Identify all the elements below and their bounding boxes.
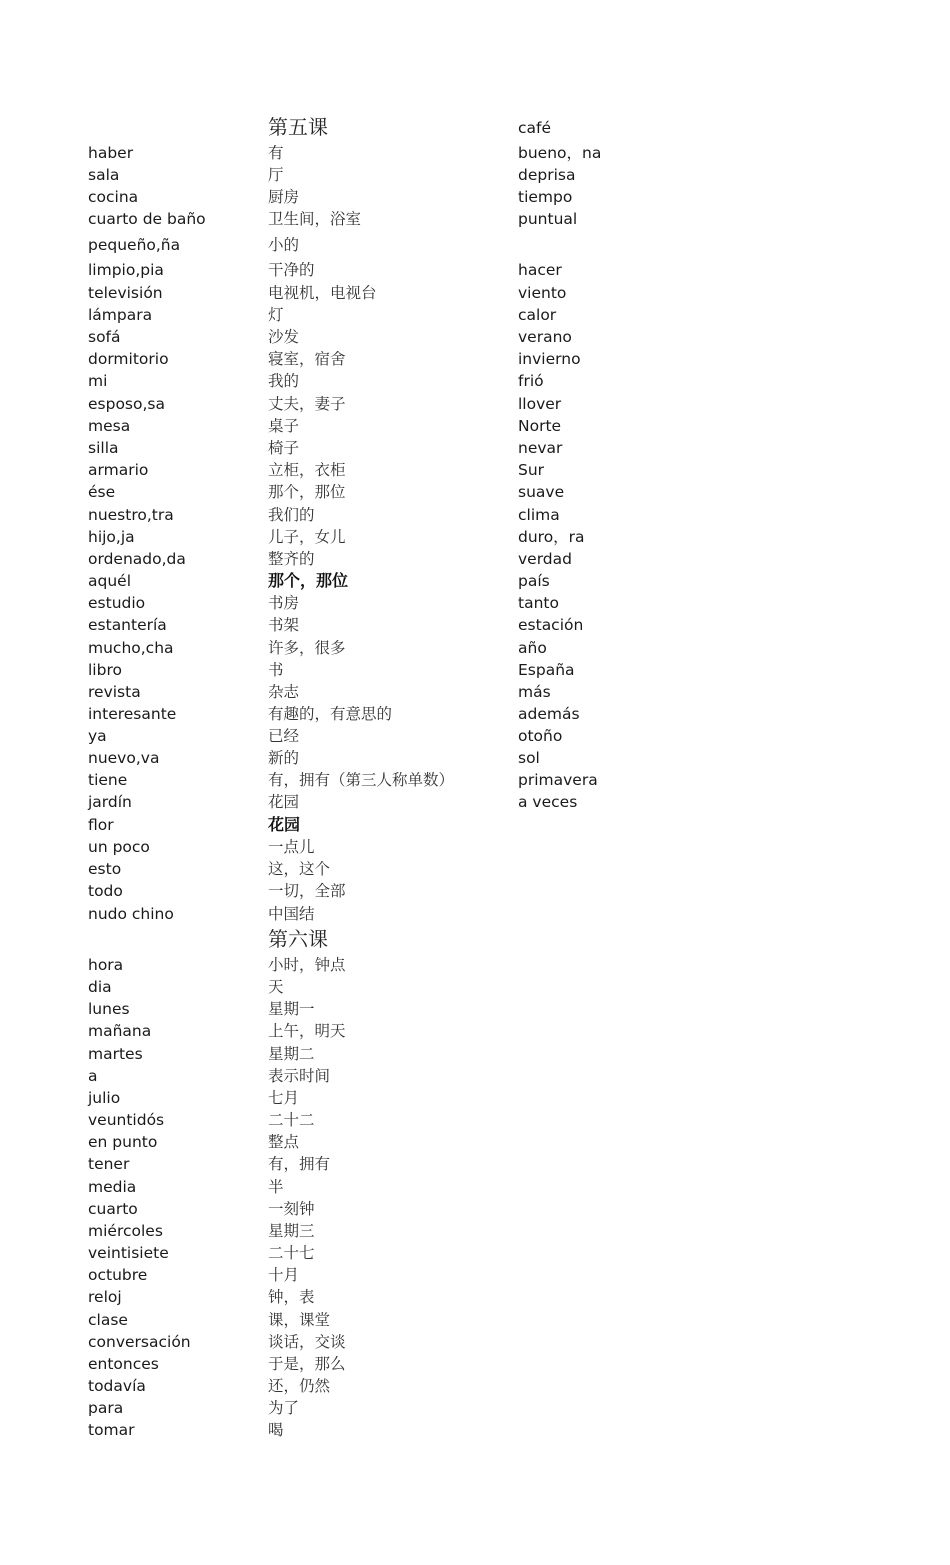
spanish-word: tener — [88, 1155, 130, 1173]
chinese-translation: 整齐的 — [268, 550, 315, 568]
spanish-word: mucho,cha — [88, 639, 174, 657]
chinese-translation: 干净的 — [268, 261, 315, 279]
spanish-word: sofá — [88, 328, 121, 346]
chinese-translation: 上午，明天 — [268, 1022, 346, 1040]
right-word: calor — [518, 306, 557, 324]
chinese-translation: 半 — [268, 1178, 284, 1196]
spanish-word: octubre — [88, 1266, 148, 1284]
right-word: duro，ra — [518, 528, 585, 546]
lesson-5-heading: 第五课 — [268, 115, 328, 139]
chinese-translation: 新的 — [268, 749, 300, 767]
chinese-translation: 喝 — [268, 1421, 284, 1439]
chinese-translation: 已经 — [268, 727, 300, 745]
right-word: invierno — [518, 350, 581, 368]
spanish-word: hora — [88, 956, 124, 974]
spanish-word: cuarto — [88, 1200, 138, 1218]
chinese-translation: 花园 — [268, 815, 301, 834]
chinese-translation: 书房 — [268, 594, 300, 612]
chinese-translation: 书 — [268, 661, 284, 679]
right-word: Norte — [518, 417, 562, 435]
spanish-word: revista — [88, 683, 141, 701]
chinese-translation: 小的 — [268, 236, 300, 254]
chinese-translation: 谈话，交谈 — [268, 1333, 346, 1351]
right-word: bueno，na — [518, 144, 602, 162]
right-word: hacer — [518, 261, 562, 279]
chinese-translation: 儿子，女儿 — [268, 528, 346, 546]
spanish-word: cuarto de baño — [88, 210, 206, 228]
spanish-word: televisión — [88, 284, 163, 302]
spanish-word: reloj — [88, 1288, 122, 1306]
chinese-translation: 沙发 — [268, 328, 300, 346]
chinese-translation: 电视机，电视台 — [268, 284, 377, 302]
chinese-translation: 有，拥有（第三人称单数） — [268, 771, 455, 789]
right-word: a veces — [518, 793, 578, 811]
chinese-translation: 表示时间 — [268, 1067, 331, 1085]
right-word: llover — [518, 395, 562, 413]
chinese-translation: 七月 — [268, 1089, 300, 1107]
chinese-translation: 寝室，宿舍 — [268, 350, 346, 368]
chinese-translation: 书架 — [268, 616, 300, 634]
right-word: Sur — [518, 461, 545, 479]
right-word: sol — [518, 749, 540, 767]
spanish-word: julio — [88, 1089, 121, 1107]
chinese-translation: 二十七 — [268, 1244, 315, 1262]
spanish-word: martes — [88, 1045, 143, 1063]
chinese-translation: 天 — [268, 978, 284, 996]
spanish-word: haber — [88, 144, 134, 162]
chinese-translation: 杂志 — [268, 683, 300, 701]
spanish-word: estudio — [88, 594, 146, 612]
spanish-word: tomar — [88, 1421, 135, 1439]
chinese-translation: 中国结 — [268, 905, 315, 923]
spanish-word: nuestro,tra — [88, 506, 174, 524]
right-word: verdad — [518, 550, 572, 568]
right-word: viento — [518, 284, 567, 302]
right-word: primavera — [518, 771, 598, 789]
chinese-translation: 整点 — [268, 1133, 300, 1151]
spanish-word: todavía — [88, 1377, 146, 1395]
chinese-translation: 星期三 — [268, 1222, 315, 1240]
spanish-word: mesa — [88, 417, 131, 435]
chinese-translation: 星期一 — [268, 1000, 315, 1018]
spanish-word: jardín — [88, 793, 132, 811]
spanish-word: veuntidós — [88, 1111, 165, 1129]
spanish-word: cocina — [88, 188, 139, 206]
spanish-word: hijo,ja — [88, 528, 135, 546]
chinese-translation: 那个，那位 — [268, 571, 349, 590]
spanish-word: entonces — [88, 1355, 159, 1373]
spanish-word: a — [88, 1067, 98, 1085]
right-word: deprisa — [518, 166, 576, 184]
right-word: puntual — [518, 210, 578, 228]
right-word: tiempo — [518, 188, 573, 206]
spanish-word: mañana — [88, 1022, 152, 1040]
spanish-word: limpio,pia — [88, 261, 164, 279]
spanish-word: tiene — [88, 771, 128, 789]
chinese-translation: 丈夫，妻子 — [268, 395, 346, 413]
spanish-word: veintisiete — [88, 1244, 169, 1262]
lesson-6-heading: 第六课 — [268, 927, 328, 951]
chinese-translation: 我的 — [268, 372, 300, 390]
spanish-word: conversación — [88, 1333, 191, 1351]
spanish-word: un poco — [88, 838, 150, 856]
right-word: tanto — [518, 594, 559, 612]
spanish-word: flor — [88, 816, 114, 834]
right-word: frió — [518, 372, 544, 390]
chinese-translation: 十月 — [268, 1266, 300, 1284]
spanish-word: miércoles — [88, 1222, 163, 1240]
chinese-translation: 钟，表 — [268, 1288, 315, 1306]
spanish-word: nudo chino — [88, 905, 174, 923]
chinese-translation: 一切，全部 — [268, 882, 346, 900]
chinese-translation: 那个，那位 — [268, 483, 346, 501]
chinese-translation: 桌子 — [268, 417, 300, 435]
chinese-translation: 厨房 — [268, 188, 300, 206]
spanish-word: libro — [88, 661, 122, 679]
right-word: otoño — [518, 727, 563, 745]
chinese-translation: 有趣的，有意思的 — [268, 705, 393, 723]
chinese-translation: 一点儿 — [268, 838, 315, 856]
spanish-word: lunes — [88, 1000, 130, 1018]
chinese-translation: 小时，钟点 — [268, 956, 346, 974]
chinese-translation: 这，这个 — [268, 860, 331, 878]
chinese-translation: 课，课堂 — [268, 1311, 331, 1329]
spanish-word: dormitorio — [88, 350, 169, 368]
chinese-translation: 星期二 — [268, 1045, 315, 1063]
right-word: clima — [518, 506, 560, 524]
spanish-word: armario — [88, 461, 149, 479]
spanish-word: esto — [88, 860, 122, 878]
spanish-word: pequeño,ña — [88, 236, 181, 254]
right-word: café — [518, 119, 552, 137]
chinese-translation: 花园 — [268, 793, 300, 811]
chinese-translation: 许多，很多 — [268, 639, 346, 657]
right-word: año — [518, 639, 547, 657]
spanish-word: ordenado,da — [88, 550, 186, 568]
right-word: país — [518, 572, 550, 590]
spanish-word: mi — [88, 372, 108, 390]
spanish-word: para — [88, 1399, 124, 1417]
spanish-word: media — [88, 1178, 137, 1196]
spanish-word: estantería — [88, 616, 167, 634]
right-word: más — [518, 683, 551, 701]
spanish-word: sala — [88, 166, 120, 184]
spanish-word: aquél — [88, 572, 132, 590]
spanish-word: silla — [88, 439, 119, 457]
right-word: España — [518, 661, 575, 679]
spanish-word: todo — [88, 882, 123, 900]
chinese-translation: 有 — [268, 144, 284, 162]
right-word: estación — [518, 616, 584, 634]
chinese-translation: 有，拥有 — [268, 1155, 331, 1173]
chinese-translation: 一刻钟 — [268, 1200, 315, 1218]
chinese-translation: 椅子 — [268, 439, 300, 457]
spanish-word: en punto — [88, 1133, 158, 1151]
chinese-translation: 卫生间，浴室 — [268, 210, 362, 228]
right-word: nevar — [518, 439, 563, 457]
spanish-word: interesante — [88, 705, 177, 723]
spanish-word: ése — [88, 483, 116, 501]
chinese-translation: 为了 — [268, 1399, 300, 1417]
chinese-translation: 厅 — [268, 166, 284, 184]
spanish-word: ya — [88, 727, 107, 745]
chinese-translation: 还，仍然 — [268, 1377, 331, 1395]
right-word: verano — [518, 328, 572, 346]
chinese-translation: 灯 — [268, 306, 284, 324]
chinese-translation: 于是，那么 — [268, 1355, 346, 1373]
spanish-word: lámpara — [88, 306, 153, 324]
spanish-word: dia — [88, 978, 112, 996]
chinese-translation: 二十二 — [268, 1111, 315, 1129]
spanish-word: clase — [88, 1311, 128, 1329]
right-word: suave — [518, 483, 565, 501]
spanish-word: nuevo,va — [88, 749, 160, 767]
chinese-translation: 立柜，衣柜 — [268, 461, 346, 479]
spanish-word: esposo,sa — [88, 395, 165, 413]
right-word: además — [518, 705, 580, 723]
chinese-translation: 我们的 — [268, 506, 315, 524]
